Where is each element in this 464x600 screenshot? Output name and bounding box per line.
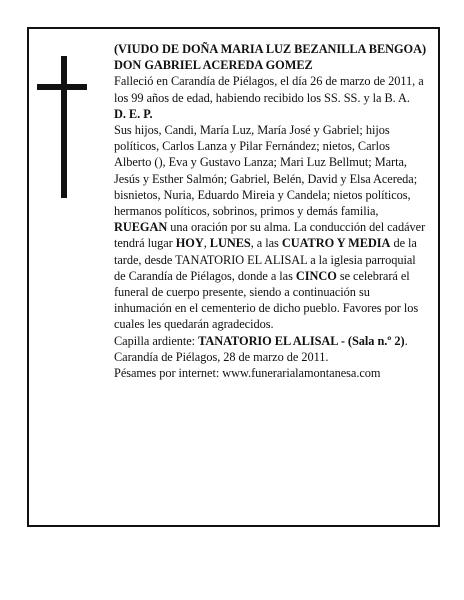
funeral-text-4: se celebrará el funeral de cuerpo presente, siendo a continuación su inhumación en el cementerio de dicho pueblo. Favores por los cuales les quedarán agradecidos. (114, 268, 419, 332)
death-announcement: Falleció en Carandía de Piélagos, el día 26 de marzo de 2011, a los 99 años de edad, habiendo recibido los SS. SS. y la B. A. (114, 74, 424, 105)
chapel-line (114, 333, 427, 349)
hoy-word: HOY (175, 236, 204, 251)
chapel-end: . (404, 333, 408, 348)
chapel-location: TANATORIO EL ALISAL - (Sala n.º 2) (198, 333, 405, 348)
dep-line: D. E. P. (114, 106, 153, 121)
cross-horizontal-bar (37, 84, 87, 90)
cinco-word: CINCO (295, 268, 337, 283)
funeral-text-2: , a las (250, 236, 282, 251)
funeral-text-3: de la tarde, desde TANATORIO EL ALISAL a la iglesia parroquial de Carandía de Piélagos, donde a las (114, 236, 417, 283)
cross-vertical-bar (61, 56, 67, 198)
obituary-text (114, 41, 427, 381)
family-list: Sus hijos, Candi, María Luz, María José y Gabriel; hijos políticos, Carlos Lanza y Pilar Fernández; nietos, Carlos Alberto (), Eva y Gustavo Lanza; Mari Luz Bellmut; Marta, Jesús y Esther Salmón; Gabriel, Belén, David y Elsa Acereda; bisnietos, Nuria, Eduardo Mireia y Candela; nietos políticos, hermanos políticos, sobrinos, primos y demás familia, (114, 123, 418, 219)
funeral-comma: , (203, 236, 210, 251)
funeral-text-1: una oración por su alma. La conducción del cadáver tendrá lugar (114, 220, 426, 251)
date-line: Carandía de Piélagos, 28 de marzo de 2011. (114, 349, 329, 364)
chapel-label: Capilla ardiente: (114, 333, 199, 348)
widower-line: (VIUDO DE DOÑA MARIA LUZ BEZANILLA BENGOA) (114, 42, 427, 56)
funeral-details (114, 219, 427, 332)
deceased-name: DON GABRIEL ACEREDA GOMEZ (114, 58, 313, 73)
funeral-time: CUATRO Y MEDIA (281, 236, 391, 251)
ruegan-word: RUEGAN (114, 220, 168, 235)
condolences-line: Pésames por internet: www.funerarialamontanesa.com (114, 366, 381, 381)
cross-icon (37, 56, 87, 198)
lunes-word: LUNES (209, 236, 251, 251)
